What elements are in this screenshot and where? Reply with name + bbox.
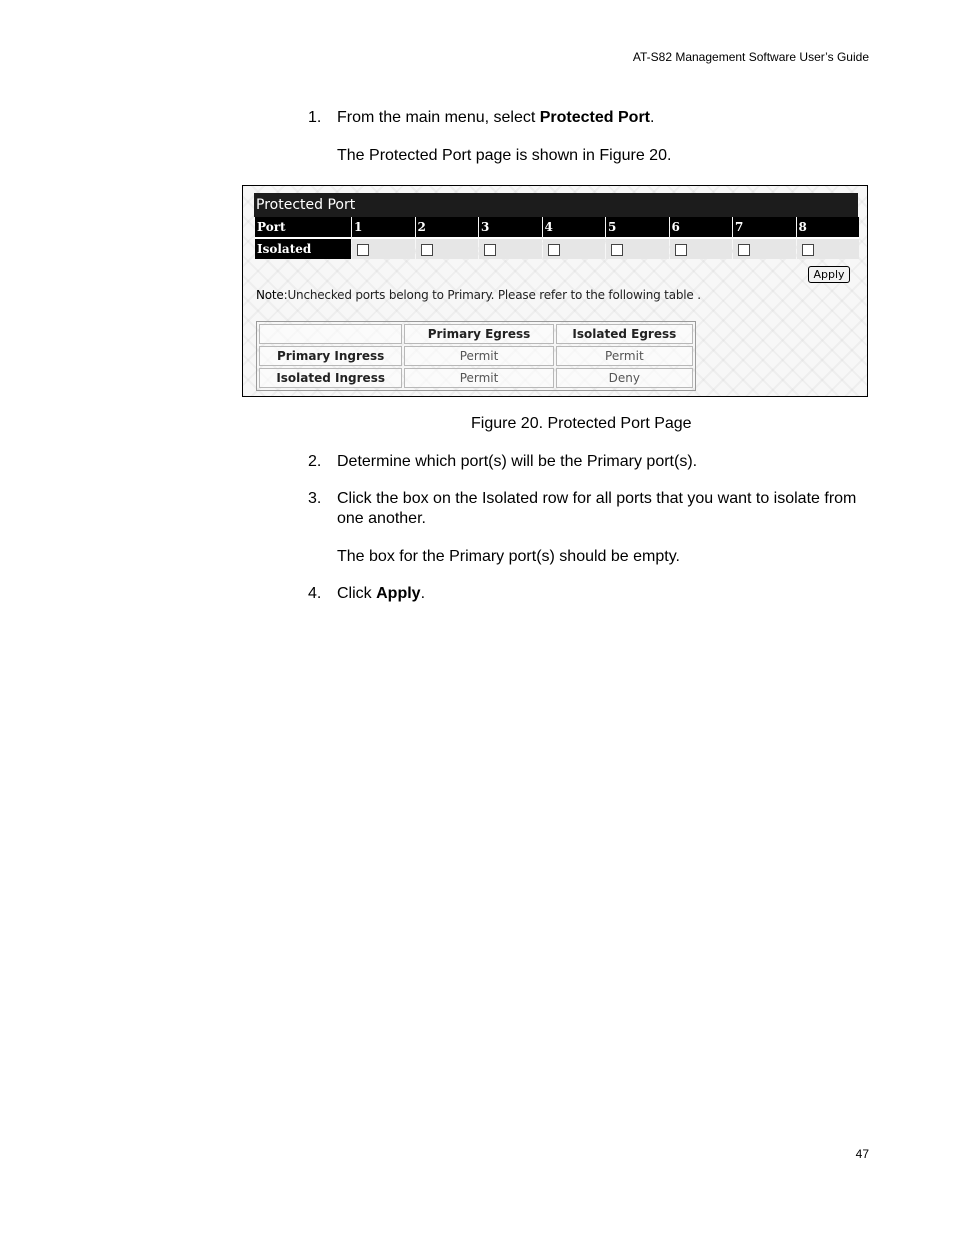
primary-port-note: The box for the Primary port(s) should be empty. — [337, 548, 680, 565]
step-text-pre: Click — [337, 585, 377, 602]
column-header: Isolated Egress — [556, 324, 693, 344]
port-header-row — [255, 217, 859, 239]
isolated-row — [255, 239, 859, 259]
egress-corner-cell — [259, 324, 402, 344]
row-header: Primary Ingress — [259, 346, 402, 366]
port-number: 5 — [606, 217, 669, 239]
isolated-cell — [479, 239, 542, 259]
isolated-cell — [606, 239, 669, 259]
port-number: 2 — [416, 217, 479, 239]
isolated-cell — [352, 239, 415, 259]
figure-caption: Figure 20. Protected Port Page — [471, 415, 692, 432]
port-number: 8 — [797, 217, 860, 239]
isolated-label: Isolated — [255, 239, 351, 259]
port-number: 3 — [479, 217, 542, 239]
isolated-cell — [543, 239, 606, 259]
isolated-cell — [797, 239, 860, 259]
egress-header-row — [259, 324, 693, 344]
table-row — [259, 368, 693, 388]
port-number: 1 — [352, 217, 415, 239]
apply-button[interactable]: Apply — [808, 266, 850, 283]
table-cell: Permit — [404, 346, 553, 366]
port-number: 7 — [733, 217, 796, 239]
column-header: Primary Egress — [404, 324, 553, 344]
isolated-checkbox-port-2[interactable] — [421, 244, 433, 256]
egress-table — [256, 321, 696, 391]
step-text-bold: Protected Port — [539, 109, 650, 126]
isolated-checkbox-port-5[interactable] — [611, 244, 623, 256]
port-number: 4 — [543, 217, 606, 239]
isolated-checkbox-port-7[interactable] — [738, 244, 750, 256]
isolated-checkbox-port-6[interactable] — [675, 244, 687, 256]
step-text-post: . — [650, 109, 655, 126]
note-text — [256, 288, 856, 302]
isolated-cell — [670, 239, 733, 259]
ports-table — [254, 217, 860, 259]
step-number: 4. — [308, 585, 322, 602]
isolated-checkbox-port-4[interactable] — [548, 244, 560, 256]
page-number: 47 — [855, 1147, 869, 1161]
figure-intro-paragraph: The Protected Port page is shown in Figure 20. — [337, 147, 672, 164]
isolated-checkbox-port-1[interactable] — [357, 244, 369, 256]
note-label: Note — [256, 288, 284, 302]
figure-screenshot — [242, 185, 868, 397]
table-cell: Permit — [556, 346, 693, 366]
panel-title: Protected Port — [254, 193, 858, 217]
step-number: 2. — [308, 453, 322, 470]
table-cell: Deny — [556, 368, 693, 388]
isolated-checkbox-port-8[interactable] — [802, 244, 814, 256]
table-cell: Permit — [404, 368, 553, 388]
port-number: 6 — [670, 217, 733, 239]
note-body: :Unchecked ports belong to Primary. Please refer to the following table . — [283, 288, 701, 302]
running-header: AT-S82 Management Software User’s Guide — [632, 50, 869, 64]
isolated-cell — [416, 239, 479, 259]
isolated-checkbox-port-3[interactable] — [484, 244, 496, 256]
step-text-post: . — [420, 585, 426, 602]
step-text — [337, 584, 867, 604]
step-text: Click the box on the Isolated row for all ports that you want to isolate from one another. — [337, 490, 857, 527]
step-text — [337, 108, 867, 128]
step-number: 1. — [308, 109, 322, 126]
step-text-pre: From the main menu, select — [337, 109, 540, 126]
port-label: Port — [255, 217, 351, 239]
row-header: Isolated Ingress — [259, 368, 402, 388]
step-number: 3. — [308, 490, 322, 507]
step-text: Determine which port(s) will be the Primary port(s). — [337, 453, 698, 470]
isolated-cell — [733, 239, 796, 259]
table-row — [259, 346, 693, 366]
step-text-bold: Apply — [376, 585, 421, 602]
